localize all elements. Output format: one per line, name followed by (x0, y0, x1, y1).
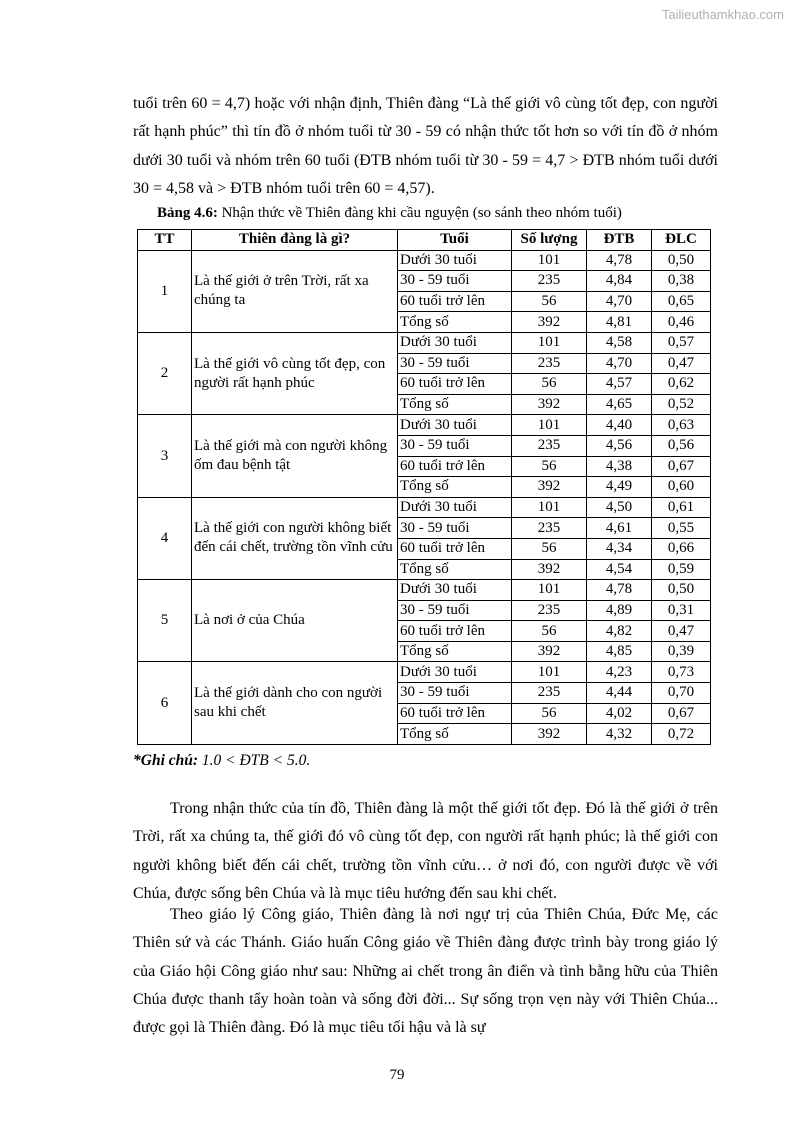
cell-mean: 4,61 (587, 518, 652, 539)
cell-count: 392 (512, 477, 587, 498)
cell-definition: Là nơi ở của Chúa (192, 580, 398, 662)
cell-count: 235 (512, 353, 587, 374)
cell-sd: 0,66 (652, 538, 711, 559)
cell-mean: 4,58 (587, 332, 652, 353)
cell-tt: 6 (138, 662, 192, 744)
cell-age: Dưới 30 tuổi (398, 497, 512, 518)
cell-age: Tổng số (398, 394, 512, 415)
cell-count: 235 (512, 600, 587, 621)
cell-mean: 4,78 (587, 580, 652, 601)
cell-mean: 4,34 (587, 538, 652, 559)
cell-sd: 0,63 (652, 415, 711, 436)
cell-tt: 2 (138, 332, 192, 414)
cell-mean: 4,84 (587, 271, 652, 292)
header-count: Số lượng (512, 230, 587, 251)
header-definition: Thiên đàng là gì? (192, 230, 398, 251)
cell-age: Tổng số (398, 559, 512, 580)
table-header-row (138, 230, 711, 251)
table-row (138, 332, 711, 353)
cell-tt: 3 (138, 415, 192, 497)
cell-definition: Là thế giới vô cùng tốt đẹp, con người rất hạnh phúc (192, 332, 398, 414)
cell-count: 235 (512, 683, 587, 704)
cell-age: Tổng số (398, 312, 512, 333)
cell-mean: 4,65 (587, 394, 652, 415)
table-row (138, 662, 711, 683)
cell-age: Dưới 30 tuổi (398, 415, 512, 436)
cell-count: 235 (512, 271, 587, 292)
intro-paragraph: tuổi trên 60 = 4,7) hoặc với nhận định, Thiên đàng “Là thế giới vô cùng tốt đẹp, con người rất hạnh phúc” thì tín đồ ở nhóm tuổi từ 30 - 59 có nhận thức tốt hơn so với tín đồ ở nhóm dưới 30 tuổi và nhóm trên 60 tuổi (ĐTB nhóm tuổi từ 30 - 59 = 4,7 > ĐTB nhóm tuổi dưới 30 = 4,58 và > ĐTB nhóm tuổi trên 60 = 4,57). (133, 95, 718, 197)
cell-definition: Là thế giới con người không biết đến cái chết, trường tồn vĩnh cửu (192, 497, 398, 579)
cell-count: 235 (512, 518, 587, 539)
table-row (138, 497, 711, 518)
cell-age: Tổng số (398, 477, 512, 498)
table-caption-text: Nhận thức về Thiên đàng khi cầu nguyện (so sánh theo nhóm tuổi) (217, 205, 622, 221)
cell-age: 60 tuổi trở lên (398, 538, 512, 559)
cell-mean: 4,32 (587, 724, 652, 745)
cell-tt: 5 (138, 580, 192, 662)
cell-mean: 4,54 (587, 559, 652, 580)
cell-sd: 0,50 (652, 250, 711, 271)
cell-mean: 4,57 (587, 374, 652, 395)
table-row (138, 250, 711, 271)
cell-age: Dưới 30 tuổi (398, 580, 512, 601)
cell-mean: 4,56 (587, 435, 652, 456)
cell-sd: 0,50 (652, 580, 711, 601)
cell-definition: Là thế giới mà con người không ốm đau bệnh tật (192, 415, 398, 497)
cell-mean: 4,23 (587, 662, 652, 683)
cell-sd: 0,72 (652, 724, 711, 745)
cell-age: Dưới 30 tuổi (398, 250, 512, 271)
note-text: 1.0 < ĐTB < 5.0. (198, 752, 311, 769)
cell-mean: 4,70 (587, 291, 652, 312)
cell-mean: 4,78 (587, 250, 652, 271)
cell-sd: 0,52 (652, 394, 711, 415)
cell-age: 30 - 59 tuổi (398, 683, 512, 704)
perception-table (137, 229, 711, 745)
cell-sd: 0,47 (652, 621, 711, 642)
cell-age: 60 tuổi trở lên (398, 456, 512, 477)
body-paragraph-1: Trong nhận thức của tín đồ, Thiên đàng là một thế giới tốt đẹp. Đó là thế giới ở trên Trời, rất xa chúng ta, thế giới đó vô cùng tốt đẹp, con người rất hạnh phúc; là thế giới con người không biết đến cái chết, trường tồn vĩnh cửu… ở nơi đó, con người được về với Chúa, được sống bên Chúa và là mục tiêu hướng đến sau khi chết. (133, 800, 718, 902)
cell-count: 392 (512, 724, 587, 745)
header-mean: ĐTB (587, 230, 652, 251)
watermark: Tailieuthamkhao.com (661, 7, 784, 22)
cell-sd: 0,46 (652, 312, 711, 333)
cell-mean: 4,40 (587, 415, 652, 436)
cell-sd: 0,67 (652, 456, 711, 477)
cell-sd: 0,57 (652, 332, 711, 353)
header-age: Tuổi (398, 230, 512, 251)
table-row (138, 415, 711, 436)
cell-count: 56 (512, 621, 587, 642)
cell-age: Tổng số (398, 724, 512, 745)
cell-count: 101 (512, 332, 587, 353)
cell-sd: 0,61 (652, 497, 711, 518)
table-caption-label: Bảng 4.6: (157, 205, 218, 221)
cell-sd: 0,55 (652, 518, 711, 539)
cell-sd: 0,70 (652, 683, 711, 704)
cell-age: 30 - 59 tuổi (398, 271, 512, 292)
note-label: *Ghi chú: (133, 752, 199, 769)
header-tt: TT (138, 230, 192, 251)
cell-count: 235 (512, 435, 587, 456)
cell-age: 30 - 59 tuổi (398, 600, 512, 621)
cell-count: 56 (512, 291, 587, 312)
cell-count: 101 (512, 497, 587, 518)
cell-count: 56 (512, 538, 587, 559)
cell-mean: 4,89 (587, 600, 652, 621)
cell-age: 30 - 59 tuổi (398, 353, 512, 374)
cell-sd: 0,38 (652, 271, 711, 292)
body-paragraph-2: Theo giáo lý Công giáo, Thiên đàng là nơi ngự trị của Thiên Chúa, Đức Mẹ, các Thiên sứ và các Thánh. Giáo huấn Công giáo về Thiên đàng được trình bày trong giáo lý của Giáo hội Công giáo như sau: Những ai chết trong ân điển và tình bằng hữu của Thiên Chúa được thanh tẩy hoàn toàn và sống đời đời... Sự sống trọn vẹn này với Thiên Chúa... được gọi là Thiên đàng. Đó là mục tiêu tối hậu và là sự (133, 906, 718, 1037)
cell-sd: 0,60 (652, 477, 711, 498)
cell-sd: 0,73 (652, 662, 711, 683)
cell-count: 101 (512, 415, 587, 436)
cell-mean: 4,02 (587, 703, 652, 724)
cell-definition: Là thế giới ở trên Trời, rất xa chúng ta (192, 250, 398, 332)
cell-count: 56 (512, 374, 587, 395)
cell-age: 30 - 59 tuổi (398, 518, 512, 539)
cell-count: 392 (512, 312, 587, 333)
cell-age: Dưới 30 tuổi (398, 332, 512, 353)
cell-sd: 0,31 (652, 600, 711, 621)
cell-age: 60 tuổi trở lên (398, 703, 512, 724)
cell-mean: 4,70 (587, 353, 652, 374)
cell-sd: 0,62 (652, 374, 711, 395)
cell-count: 101 (512, 250, 587, 271)
cell-age: Tổng số (398, 641, 512, 662)
cell-definition: Là thế giới dành cho con người sau khi chết (192, 662, 398, 744)
cell-sd: 0,65 (652, 291, 711, 312)
cell-age: 60 tuổi trở lên (398, 621, 512, 642)
page-number: 79 (389, 1067, 405, 1083)
cell-sd: 0,59 (652, 559, 711, 580)
cell-count: 56 (512, 456, 587, 477)
cell-age: 60 tuổi trở lên (398, 374, 512, 395)
cell-age: 30 - 59 tuổi (398, 435, 512, 456)
cell-tt: 1 (138, 250, 192, 332)
cell-sd: 0,56 (652, 435, 711, 456)
cell-count: 56 (512, 703, 587, 724)
cell-count: 392 (512, 641, 587, 662)
cell-count: 392 (512, 394, 587, 415)
cell-sd: 0,47 (652, 353, 711, 374)
cell-sd: 0,67 (652, 703, 711, 724)
cell-mean: 4,49 (587, 477, 652, 498)
cell-sd: 0,39 (652, 641, 711, 662)
cell-age: 60 tuổi trở lên (398, 291, 512, 312)
cell-count: 392 (512, 559, 587, 580)
cell-mean: 4,50 (587, 497, 652, 518)
cell-tt: 4 (138, 497, 192, 579)
cell-count: 101 (512, 580, 587, 601)
table-caption (157, 205, 622, 222)
table-body (138, 250, 711, 744)
cell-mean: 4,81 (587, 312, 652, 333)
table-row (138, 580, 711, 601)
table-note (133, 752, 310, 770)
cell-mean: 4,38 (587, 456, 652, 477)
header-sd: ĐLC (652, 230, 711, 251)
cell-age: Dưới 30 tuổi (398, 662, 512, 683)
cell-count: 101 (512, 662, 587, 683)
cell-mean: 4,82 (587, 621, 652, 642)
cell-mean: 4,85 (587, 641, 652, 662)
cell-mean: 4,44 (587, 683, 652, 704)
